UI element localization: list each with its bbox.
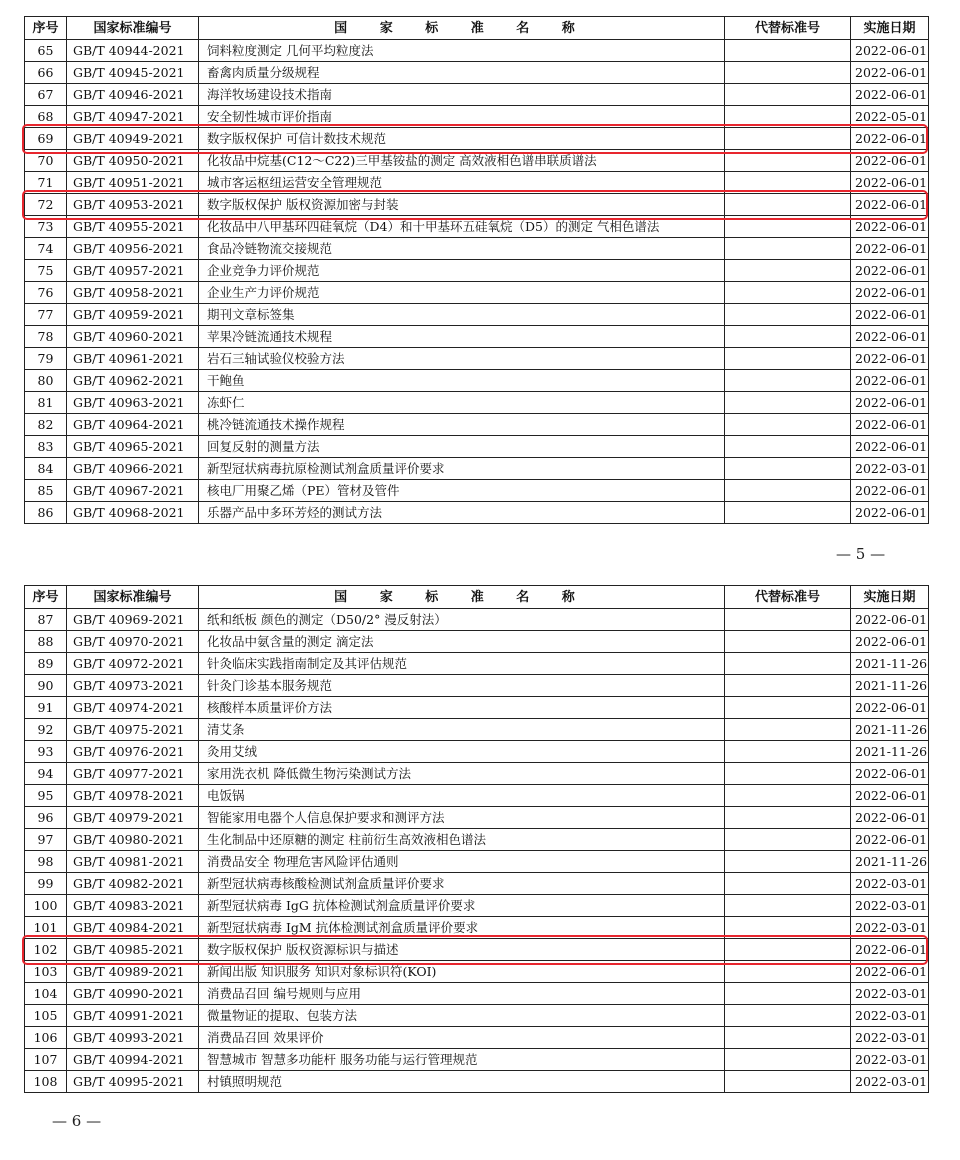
row-index: 85 — [25, 480, 67, 502]
row-standard-name: 企业生产力评价规范 — [199, 282, 725, 304]
table-row — [25, 917, 929, 939]
table-row — [25, 194, 929, 216]
row-index: 67 — [25, 84, 67, 106]
row-effective-date: 2021-11-26 — [851, 653, 929, 675]
row-index: 66 — [25, 62, 67, 84]
row-index: 72 — [25, 194, 67, 216]
row-index: 75 — [25, 260, 67, 282]
row-standard-code: GB/T 40982-2021 — [67, 873, 199, 895]
row-standard-name: 村镇照明规范 — [199, 1071, 725, 1093]
row-standard-name: 期刊文章标签集 — [199, 304, 725, 326]
row-standard-name: 新型冠状病毒 IgG 抗体检测试剂盒质量评价要求 — [199, 895, 725, 917]
row-replaced-code — [725, 150, 851, 172]
row-replaced-code — [725, 873, 851, 895]
row-index: 70 — [25, 150, 67, 172]
row-standard-name: 新型冠状病毒核酸检测试剂盒质量评价要求 — [199, 873, 725, 895]
row-standard-name: 安全韧性城市评价指南 — [199, 106, 725, 128]
row-replaced-code — [725, 436, 851, 458]
row-standard-name: 冻虾仁 — [199, 392, 725, 414]
row-replaced-code — [725, 917, 851, 939]
row-standard-code: GB/T 40944-2021 — [67, 40, 199, 62]
row-standard-name: 核电厂用聚乙烯（PE）管材及管件 — [199, 480, 725, 502]
row-replaced-code — [725, 653, 851, 675]
row-standard-name: 新闻出版 知识服务 知识对象标识符(KOI) — [199, 961, 725, 983]
row-index: 105 — [25, 1005, 67, 1027]
table-row — [25, 631, 929, 653]
row-effective-date: 2022-06-01 — [851, 84, 929, 106]
row-effective-date: 2022-06-01 — [851, 282, 929, 304]
row-standard-code: GB/T 40946-2021 — [67, 84, 199, 106]
row-replaced-code — [725, 983, 851, 1005]
row-standard-code: GB/T 40973-2021 — [67, 675, 199, 697]
row-replaced-code — [725, 128, 851, 150]
row-replaced-code — [725, 62, 851, 84]
row-standard-name: 清艾条 — [199, 719, 725, 741]
row-replaced-code — [725, 1005, 851, 1027]
row-standard-name: 乐器产品中多环芳烃的测试方法 — [199, 502, 725, 524]
row-index: 103 — [25, 961, 67, 983]
table-row — [25, 719, 929, 741]
row-replaced-code — [725, 895, 851, 917]
row-standard-code: GB/T 40983-2021 — [67, 895, 199, 917]
row-standard-code: GB/T 40969-2021 — [67, 609, 199, 631]
table-row — [25, 807, 929, 829]
row-replaced-code — [725, 609, 851, 631]
row-standard-code: GB/T 40979-2021 — [67, 807, 199, 829]
row-standard-name: 城市客运枢纽运营安全管理规范 — [199, 172, 725, 194]
header-date: 实施日期 — [851, 586, 929, 609]
header-replaced: 代替标准号 — [725, 586, 851, 609]
row-index: 74 — [25, 238, 67, 260]
row-replaced-code — [725, 1071, 851, 1093]
table-row — [25, 829, 929, 851]
row-effective-date: 2022-06-01 — [851, 939, 929, 961]
table-row — [25, 304, 929, 326]
row-replaced-code — [725, 961, 851, 983]
header-code: 国家标准编号 — [67, 17, 199, 40]
row-index: 84 — [25, 458, 67, 480]
row-standard-code: GB/T 40974-2021 — [67, 697, 199, 719]
row-standard-name: 针灸临床实践指南制定及其评估规范 — [199, 653, 725, 675]
row-standard-code: GB/T 40953-2021 — [67, 194, 199, 216]
row-replaced-code — [725, 216, 851, 238]
standards-table — [24, 585, 929, 1093]
row-effective-date: 2022-03-01 — [851, 458, 929, 480]
row-replaced-code — [725, 106, 851, 128]
row-standard-code: GB/T 40959-2021 — [67, 304, 199, 326]
row-replaced-code — [725, 697, 851, 719]
row-index: 76 — [25, 282, 67, 304]
table-row — [25, 763, 929, 785]
row-index: 69 — [25, 128, 67, 150]
row-effective-date: 2022-06-01 — [851, 216, 929, 238]
table-row — [25, 238, 929, 260]
row-index: 108 — [25, 1071, 67, 1093]
row-index: 77 — [25, 304, 67, 326]
row-effective-date: 2022-06-01 — [851, 194, 929, 216]
row-standard-code: GB/T 40958-2021 — [67, 282, 199, 304]
row-replaced-code — [725, 304, 851, 326]
row-effective-date: 2022-06-01 — [851, 829, 929, 851]
row-standard-name: 数字版权保护 版权资源加密与封装 — [199, 194, 725, 216]
table-row — [25, 436, 929, 458]
header-date: 实施日期 — [851, 17, 929, 40]
row-standard-code: GB/T 40970-2021 — [67, 631, 199, 653]
row-standard-name: 微量物证的提取、包装方法 — [199, 1005, 725, 1027]
row-standard-name: 家用洗衣机 降低微生物污染测试方法 — [199, 763, 725, 785]
table-row — [25, 873, 929, 895]
row-index: 92 — [25, 719, 67, 741]
row-effective-date: 2022-03-01 — [851, 1049, 929, 1071]
row-standard-code: GB/T 40967-2021 — [67, 480, 199, 502]
row-effective-date: 2022-03-01 — [851, 917, 929, 939]
row-effective-date: 2022-03-01 — [851, 983, 929, 1005]
row-standard-name: 化妆品中八甲基环四硅氧烷（D4）和十甲基环五硅氧烷（D5）的测定 气相色谱法 — [199, 216, 725, 238]
row-standard-name: 回复反射的测量方法 — [199, 436, 725, 458]
standards-table-page-5 — [24, 16, 928, 524]
table-row — [25, 741, 929, 763]
row-index: 87 — [25, 609, 67, 631]
row-replaced-code — [725, 480, 851, 502]
row-replaced-code — [725, 719, 851, 741]
row-effective-date: 2021-11-26 — [851, 675, 929, 697]
row-standard-code: GB/T 40955-2021 — [67, 216, 199, 238]
row-standard-code: GB/T 40975-2021 — [67, 719, 199, 741]
row-replaced-code — [725, 40, 851, 62]
table-row — [25, 216, 929, 238]
row-standard-code: GB/T 40964-2021 — [67, 414, 199, 436]
row-index: 95 — [25, 785, 67, 807]
table-row — [25, 1049, 929, 1071]
table-row — [25, 62, 929, 84]
row-index: 68 — [25, 106, 67, 128]
row-standard-name: 消费品召回 编号规则与应用 — [199, 983, 725, 1005]
row-effective-date: 2022-06-01 — [851, 414, 929, 436]
row-standard-code: GB/T 40957-2021 — [67, 260, 199, 282]
header-name: 国 家 标 准 名 称 — [199, 17, 725, 40]
row-replaced-code — [725, 84, 851, 106]
table-row — [25, 785, 929, 807]
row-effective-date: 2022-06-01 — [851, 763, 929, 785]
table-row — [25, 1027, 929, 1049]
row-standard-code: GB/T 40984-2021 — [67, 917, 199, 939]
row-index: 81 — [25, 392, 67, 414]
row-replaced-code — [725, 326, 851, 348]
row-index: 94 — [25, 763, 67, 785]
row-replaced-code — [725, 172, 851, 194]
row-index: 90 — [25, 675, 67, 697]
table-row — [25, 675, 929, 697]
row-effective-date: 2022-03-01 — [851, 1005, 929, 1027]
table-header-row — [25, 17, 929, 40]
table-row — [25, 1071, 929, 1093]
row-effective-date: 2021-11-26 — [851, 719, 929, 741]
row-index: 65 — [25, 40, 67, 62]
row-standard-code: GB/T 40950-2021 — [67, 150, 199, 172]
row-standard-name: 数字版权保护 版权资源标识与描述 — [199, 939, 725, 961]
table-body — [25, 609, 929, 1093]
header-replaced: 代替标准号 — [725, 17, 851, 40]
table-row — [25, 128, 929, 150]
row-index: 99 — [25, 873, 67, 895]
table-row — [25, 609, 929, 631]
row-replaced-code — [725, 502, 851, 524]
row-standard-code: GB/T 40966-2021 — [67, 458, 199, 480]
page-number: — 5 — — [836, 545, 886, 563]
row-effective-date: 2022-06-01 — [851, 370, 929, 392]
row-effective-date: 2022-06-01 — [851, 807, 929, 829]
table-row — [25, 282, 929, 304]
row-effective-date: 2022-06-01 — [851, 172, 929, 194]
row-standard-name: 智能家用电器个人信息保护要求和测评方法 — [199, 807, 725, 829]
row-replaced-code — [725, 194, 851, 216]
row-standard-name: 化妆品中氨含量的测定 滴定法 — [199, 631, 725, 653]
header-index: 序号 — [25, 586, 67, 609]
table-row — [25, 983, 929, 1005]
table-row — [25, 326, 929, 348]
row-index: 83 — [25, 436, 67, 458]
row-replaced-code — [725, 939, 851, 961]
row-standard-code: GB/T 40960-2021 — [67, 326, 199, 348]
row-standard-code: GB/T 40963-2021 — [67, 392, 199, 414]
row-standard-code: GB/T 40949-2021 — [67, 128, 199, 150]
table-row — [25, 414, 929, 436]
row-index: 78 — [25, 326, 67, 348]
row-effective-date: 2022-06-01 — [851, 304, 929, 326]
row-standard-code: GB/T 40995-2021 — [67, 1071, 199, 1093]
row-standard-name: 核酸样本质量评价方法 — [199, 697, 725, 719]
row-standard-name: 海洋牧场建设技术指南 — [199, 84, 725, 106]
row-index: 98 — [25, 851, 67, 873]
row-effective-date: 2022-03-01 — [851, 1027, 929, 1049]
row-standard-name: 消费品召回 效果评价 — [199, 1027, 725, 1049]
row-replaced-code — [725, 829, 851, 851]
table-row — [25, 851, 929, 873]
row-replaced-code — [725, 260, 851, 282]
row-index: 102 — [25, 939, 67, 961]
row-index: 79 — [25, 348, 67, 370]
row-standard-code: GB/T 40968-2021 — [67, 502, 199, 524]
row-replaced-code — [725, 807, 851, 829]
table-row — [25, 458, 929, 480]
row-replaced-code — [725, 631, 851, 653]
row-replaced-code — [725, 370, 851, 392]
row-effective-date: 2022-06-01 — [851, 502, 929, 524]
row-standard-code: GB/T 40994-2021 — [67, 1049, 199, 1071]
row-standard-name: 苹果冷链流通技术规程 — [199, 326, 725, 348]
row-standard-name: 新型冠状病毒抗原检测试剂盒质量评价要求 — [199, 458, 725, 480]
row-standard-code: GB/T 40956-2021 — [67, 238, 199, 260]
row-replaced-code — [725, 785, 851, 807]
row-standard-code: GB/T 40985-2021 — [67, 939, 199, 961]
table-row — [25, 653, 929, 675]
header-name: 国 家 标 准 名 称 — [199, 586, 725, 609]
row-effective-date: 2022-06-01 — [851, 348, 929, 370]
row-standard-code: GB/T 40981-2021 — [67, 851, 199, 873]
row-index: 80 — [25, 370, 67, 392]
row-effective-date: 2022-06-01 — [851, 785, 929, 807]
row-standard-name: 桃冷链流通技术操作规程 — [199, 414, 725, 436]
row-replaced-code — [725, 1027, 851, 1049]
row-standard-code: GB/T 40993-2021 — [67, 1027, 199, 1049]
row-standard-code: GB/T 40980-2021 — [67, 829, 199, 851]
table-row — [25, 895, 929, 917]
table-row — [25, 84, 929, 106]
row-index: 89 — [25, 653, 67, 675]
table-row — [25, 939, 929, 961]
row-index: 97 — [25, 829, 67, 851]
row-effective-date: 2022-05-01 — [851, 106, 929, 128]
table-body — [25, 40, 929, 524]
row-effective-date: 2022-06-01 — [851, 609, 929, 631]
row-standard-name: 针灸门诊基本服务规范 — [199, 675, 725, 697]
row-replaced-code — [725, 348, 851, 370]
row-effective-date: 2022-06-01 — [851, 40, 929, 62]
row-standard-name: 纸和纸板 颜色的测定（D50/2° 漫反射法） — [199, 609, 725, 631]
row-index: 107 — [25, 1049, 67, 1071]
table-row — [25, 348, 929, 370]
row-effective-date: 2022-06-01 — [851, 238, 929, 260]
row-standard-code: GB/T 40991-2021 — [67, 1005, 199, 1027]
row-replaced-code — [725, 1049, 851, 1071]
standards-table — [24, 16, 929, 524]
row-standard-code: GB/T 40961-2021 — [67, 348, 199, 370]
table-row — [25, 961, 929, 983]
table-row — [25, 172, 929, 194]
row-standard-name: 生化制品中还原糖的测定 柱前衍生高效液相色谱法 — [199, 829, 725, 851]
row-effective-date: 2022-06-01 — [851, 128, 929, 150]
row-standard-code: GB/T 40951-2021 — [67, 172, 199, 194]
table-row — [25, 392, 929, 414]
table-row — [25, 502, 929, 524]
row-replaced-code — [725, 675, 851, 697]
table-row — [25, 1005, 929, 1027]
row-standard-code: GB/T 40978-2021 — [67, 785, 199, 807]
row-standard-name: 岩石三轴试验仪校验方法 — [199, 348, 725, 370]
row-replaced-code — [725, 392, 851, 414]
row-standard-name: 饲料粒度测定 几何平均粒度法 — [199, 40, 725, 62]
row-standard-code: GB/T 40945-2021 — [67, 62, 199, 84]
row-standard-name: 企业竞争力评价规范 — [199, 260, 725, 282]
page-number: — 6 — — [52, 1112, 102, 1130]
row-replaced-code — [725, 282, 851, 304]
row-standard-name: 畜禽肉质量分级规程 — [199, 62, 725, 84]
row-index: 73 — [25, 216, 67, 238]
row-replaced-code — [725, 763, 851, 785]
table-row — [25, 260, 929, 282]
row-effective-date: 2022-06-01 — [851, 150, 929, 172]
row-effective-date: 2022-03-01 — [851, 1071, 929, 1093]
row-effective-date: 2022-06-01 — [851, 697, 929, 719]
table-row — [25, 697, 929, 719]
standards-table-page-6 — [24, 585, 928, 1093]
table-header-row — [25, 586, 929, 609]
row-effective-date: 2022-06-01 — [851, 62, 929, 84]
row-effective-date: 2021-11-26 — [851, 851, 929, 873]
row-standard-name: 食品冷链物流交接规范 — [199, 238, 725, 260]
row-index: 100 — [25, 895, 67, 917]
row-replaced-code — [725, 851, 851, 873]
row-index: 82 — [25, 414, 67, 436]
row-standard-code: GB/T 40962-2021 — [67, 370, 199, 392]
row-effective-date: 2022-06-01 — [851, 392, 929, 414]
row-standard-code: GB/T 40976-2021 — [67, 741, 199, 763]
row-standard-name: 化妆品中烷基(C12～C22)三甲基铵盐的测定 高效液相色谱串联质谱法 — [199, 150, 725, 172]
row-standard-code: GB/T 40965-2021 — [67, 436, 199, 458]
row-standard-name: 电饭锅 — [199, 785, 725, 807]
row-index: 101 — [25, 917, 67, 939]
row-effective-date: 2022-06-01 — [851, 631, 929, 653]
row-standard-name: 灸用艾绒 — [199, 741, 725, 763]
row-standard-code: GB/T 40990-2021 — [67, 983, 199, 1005]
row-effective-date: 2022-06-01 — [851, 961, 929, 983]
row-standard-code: GB/T 40972-2021 — [67, 653, 199, 675]
header-index: 序号 — [25, 17, 67, 40]
row-index: 71 — [25, 172, 67, 194]
row-index: 106 — [25, 1027, 67, 1049]
row-standard-name: 数字版权保护 可信计数技术规范 — [199, 128, 725, 150]
row-effective-date: 2021-11-26 — [851, 741, 929, 763]
row-index: 86 — [25, 502, 67, 524]
row-effective-date: 2022-06-01 — [851, 326, 929, 348]
row-standard-name: 干鲍鱼 — [199, 370, 725, 392]
table-row — [25, 370, 929, 392]
table-row — [25, 150, 929, 172]
row-index: 96 — [25, 807, 67, 829]
row-index: 104 — [25, 983, 67, 1005]
row-effective-date: 2022-03-01 — [851, 895, 929, 917]
row-effective-date: 2022-06-01 — [851, 436, 929, 458]
row-effective-date: 2022-06-01 — [851, 480, 929, 502]
header-code: 国家标准编号 — [67, 586, 199, 609]
row-effective-date: 2022-03-01 — [851, 873, 929, 895]
row-effective-date: 2022-06-01 — [851, 260, 929, 282]
row-replaced-code — [725, 238, 851, 260]
row-replaced-code — [725, 458, 851, 480]
row-index: 91 — [25, 697, 67, 719]
table-row — [25, 480, 929, 502]
row-replaced-code — [725, 414, 851, 436]
row-index: 88 — [25, 631, 67, 653]
row-standard-code: GB/T 40977-2021 — [67, 763, 199, 785]
row-replaced-code — [725, 741, 851, 763]
table-row — [25, 106, 929, 128]
row-standard-code: GB/T 40947-2021 — [67, 106, 199, 128]
row-standard-name: 智慧城市 智慧多功能杆 服务功能与运行管理规范 — [199, 1049, 725, 1071]
row-index: 93 — [25, 741, 67, 763]
row-standard-name: 新型冠状病毒 IgM 抗体检测试剂盒质量评价要求 — [199, 917, 725, 939]
row-standard-code: GB/T 40989-2021 — [67, 961, 199, 983]
table-row — [25, 40, 929, 62]
row-standard-name: 消费品安全 物理危害风险评估通则 — [199, 851, 725, 873]
